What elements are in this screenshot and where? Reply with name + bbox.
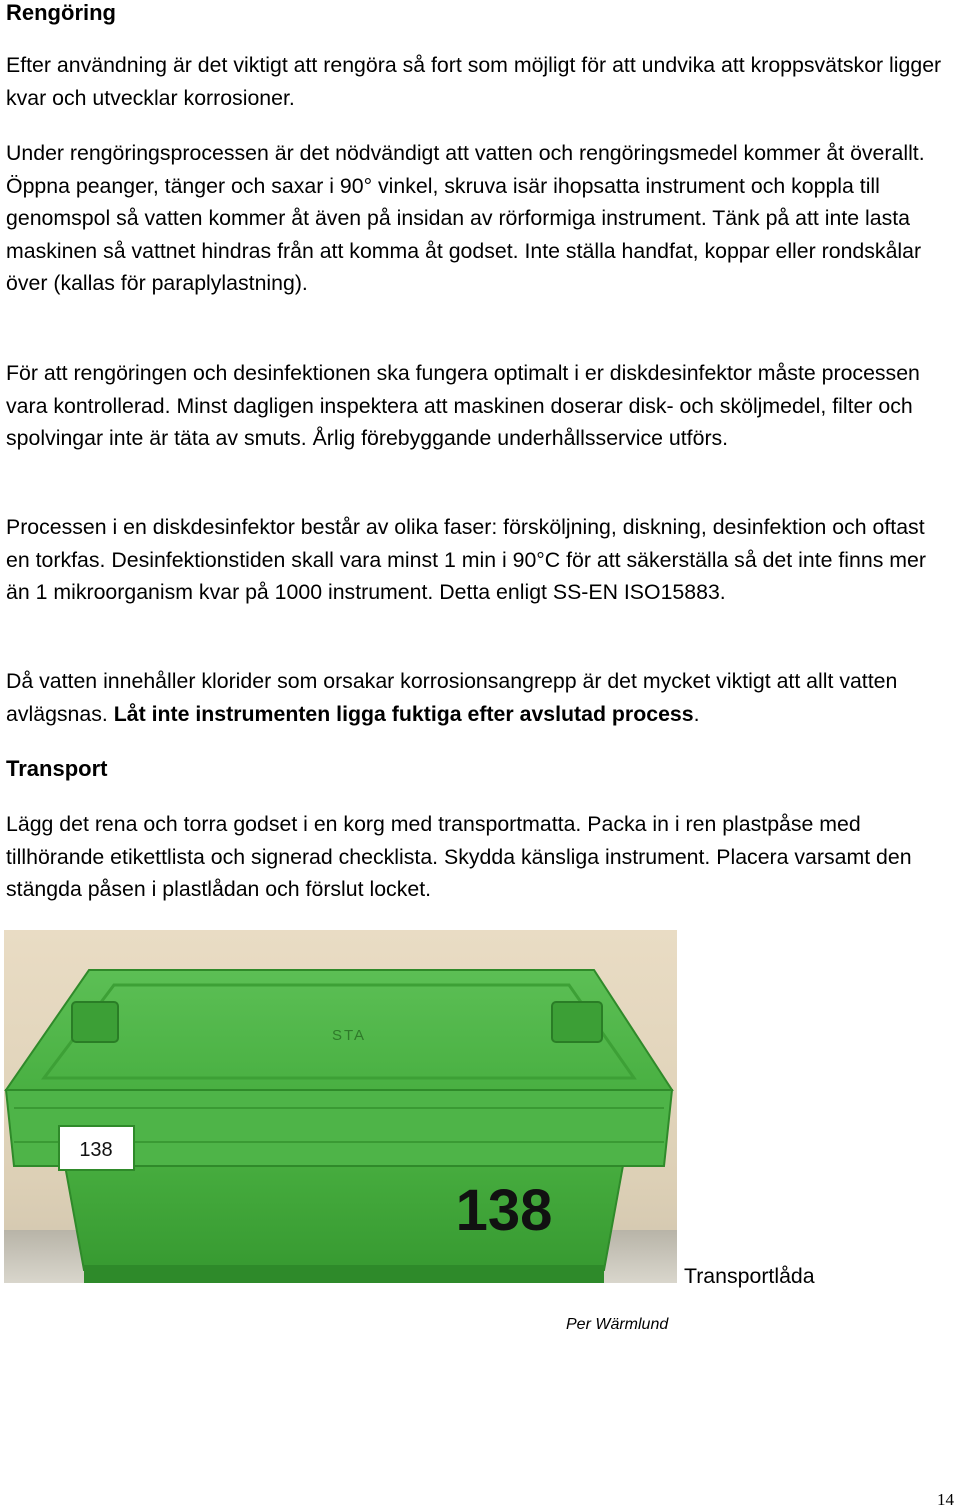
transport-box-photo [4,930,677,1283]
photo-credit: Per Wärmlund [566,1316,669,1333]
paragraph-water-warning [6,665,951,730]
figure-caption: Transportlåda [684,1264,815,1288]
box-label-small: 138 [79,1139,113,1161]
hinge-left [72,1002,118,1042]
paragraph-cleaning-process: Under rengöringsprocessen är det nödvändigt att vatten och rengöringsmedel kommer åt överallt. Öppna peanger, tänger och saxar i 90° vinkel, skruva isär ihopsatta instrument och koppla till genomspol så vatten kommer åt även på insidan av rörformiga instrument. Tänk på att inte lasta maskinen så vattnet hindras från att komma åt godset. Inte ställa handfat, koppar eller rondskålar över (kallas för paraplylastning). [6,141,925,296]
hinge-right [552,1002,602,1042]
warning-emphasis: Låt inte instrumenten ligga fuktiga efter avslutad process [113,701,694,726]
paragraph-disinfector-phases: Processen i en diskdesinfektor består av olika faser: försköljning, diskning, desinfektion och oftast en torkfas. Desinfektionstiden skall vara minst 1 min i 90°C för att säkerställa så det inte finns mer än 1 mikroorganism kvar på 1000 instrument. Detta enligt SS-EN ISO15883. [6,515,926,605]
box-label-large: 138 [455,1178,553,1243]
page-number: 14 [937,1490,954,1509]
paragraph-disinfector-control: För att rengöringen och desinfektionen ska fungera optimalt i er diskdesinfektor måste processen vara kontrollerad. Minst dagligen inspektera att maskinen doserar disk- och sköljmedel, filter och spolvingar inte är täta av smuts. Årlig förebyggande underhållsservice utförs. [6,361,920,451]
section-heading-rengoring: Rengöring [6,0,116,25]
paragraph-transport: Lägg det rena och torra godset i en korg med transportmatta. Packa in i ren plastpåse med tillhörande etikettlista och signerad checklista. Skydda känsliga instrument. Placera varsamt den stängda påsen i plastlådan och förslut locket. [6,812,912,902]
section-heading-transport: Transport [6,756,108,781]
box-base [84,1265,604,1283]
warning-text: Då vatten innehåller klorider som orsakar korrosionsangrepp är det mycket viktigt att allt vatten avlägsnas. [6,669,898,726]
lid-text: STA [331,1027,367,1044]
warning-end: . [693,701,700,726]
paragraph-intro: Efter användning är det viktigt att rengöra så fort som möjligt för att undvika att kroppsvätskor ligger kvar och utvecklar korrosioner. [6,53,942,110]
